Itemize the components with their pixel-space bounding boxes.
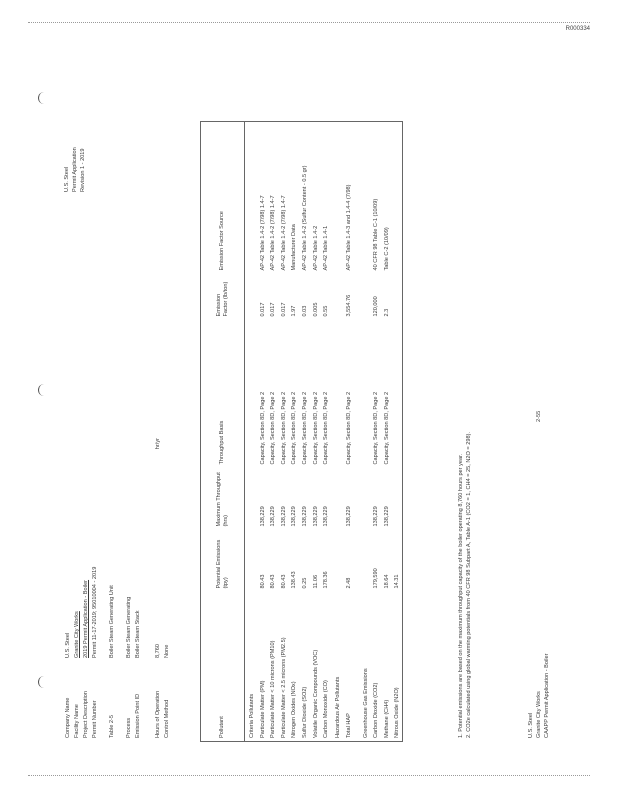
table-cell [359,122,371,274]
table-cell: Capacity, Section 8D, Page 2 [301,391,308,465]
column-header: Emission Factor (lb/ton) [201,274,245,320]
table-cell [245,274,257,320]
table-cell: Particulate Matter (PM) [259,680,266,738]
table-cell: 0.017 [270,302,277,317]
info-row: Facility Name Granite City Works [74,611,80,738]
table-group-row [245,122,257,742]
table-cell [359,320,371,468]
bottom-dotted-rule [28,775,590,776]
table-cell [392,320,403,468]
table-cell [331,468,343,530]
table-cell: Methane (CH4) [383,699,390,738]
note: 2. CO2e calculated using global warming potentials from 40 CFR 98 Subpart A, Table A-1 (CO2 = 1, CH4 = 25, N2O = 298). [466,431,472,738]
table-cell: 0.25 [301,577,308,589]
punch-hole-mark [38,92,49,104]
table-cell: AP-42 Table 1.4-2 (7/98) 1.4-7 [270,195,277,271]
table-cell: 138,229 [312,506,319,527]
table-cell [392,274,403,320]
note: 1. Potential emissions are based on the maximum throughput capacity of the boiler operating 8,760 hours per year. [458,453,464,738]
table-cell: 80.43 [280,574,287,589]
table-cell: Carbon Monoxide (CO) [323,680,330,738]
table-cell: Capacity, Section 8D, Page 2 [280,391,287,465]
table-cell: 0.017 [259,302,266,317]
table-row [371,122,382,742]
table-cell: Manufacturer Data [291,224,298,271]
table-cell: Criteria Pollutants [249,693,255,738]
table-cell: 2.3 [383,308,390,317]
table-cell [245,468,257,530]
table-row [310,122,321,742]
table-cell: Nitrogen Oxides (NOx) [291,681,298,738]
table-cell [392,122,403,274]
table-row [299,122,310,742]
table-cell: Capacity, Section 8D, Page 2 [345,391,352,465]
table-group-row [331,122,343,742]
rotated-page [60,62,590,752]
table-cell: 120,000 [373,296,380,317]
table-cell: 138,229 [373,506,380,527]
table-cell: Particulate Matter < 2.5 microns (PM2.5) [280,637,287,738]
table-cell: 80.43 [259,574,266,589]
table-cell [245,530,257,592]
info-row: Permit Number Permit 11-17-2019; 95010004 - 2019 [92,566,98,738]
table-cell [359,274,371,320]
column-header: Potential Emissions (tpy) [201,530,245,592]
page-number: 2-55 [536,410,542,422]
table-header-row [201,122,245,742]
table-cell: Greenhouse Gas Emissions [362,668,369,738]
table-row [257,122,268,742]
info-row: Hours of Operation 8,760 hr/yr [155,438,161,738]
table-cell: AP-42 Table 1.4-1 [323,225,330,271]
table-cell: AP-42 Table 1.4-2 (7/98) 1.4-7 [259,195,266,271]
table-cell: 178.36 [323,571,330,589]
table-cell: 1.97 [291,305,298,317]
table-cell: Hazardous Air Pollutants [335,676,342,738]
column-header: Maximum Throughput (hrs) [201,468,245,530]
table-cell: AP-42 Table 1.4-2 (7/98) 1.4-7 [280,195,287,271]
table-cell [245,122,257,274]
column-header: Emission Factor Source [201,122,245,274]
table-cell: Total HAP [345,713,352,738]
table-cell: 138,229 [270,506,277,527]
table-cell: Volatile Organic Compounds (VOC) [312,649,319,738]
table-cell: 0.017 [280,302,287,317]
table-cell [331,530,343,592]
table-cell: 0.03 [301,305,308,317]
table-cell: Capacity, Section 8D, Page 2 [270,391,277,465]
table-cell: 11.06 [312,574,319,589]
table-cell [331,320,343,468]
table-cell: 0.55 [323,305,330,317]
facility-info [64,438,172,738]
table-cell: Table C-2 (10/09) [383,227,390,271]
table-row [321,122,332,742]
info-row: Table 2-5 Boiler Steam Generating Unit [109,585,115,738]
table-cell [245,320,257,468]
table-cell: AP-42 Table 1.4-2 [312,225,319,271]
table-cell: 138,229 [323,506,330,527]
table-group-row [359,122,371,742]
info-row: Company Name U.S. Steel [65,632,71,738]
table-cell: 14.31 [394,574,400,589]
table-cell: 18.64 [383,574,390,589]
punch-hole-mark [38,676,49,688]
table-cell: 138,229 [301,506,308,527]
table-cell: AP-42 Table 1.4-3 and 1.4-4 (7/98) [345,184,352,271]
table-cell: 2.48 [345,577,352,589]
table-cell: 3,554.76 [345,294,352,317]
table-cell [359,530,371,592]
info-row: Project Description 2019 Permit Application - Boiler [83,579,89,738]
table-row [381,122,392,742]
table-row [392,122,403,742]
table-cell: AP-42 Table 1.4-2 (Sulfur Content - 0.5 gr) [301,165,308,271]
table-cell [392,468,403,530]
table-cell: 138,229 [280,506,287,527]
header-right-block: U.S. Steel Permit Application Revision 1 - 2019 [64,147,86,192]
table-cell [359,468,371,530]
table-cell: Capacity, Section 8D, Page 2 [383,391,390,465]
table-cell [331,274,343,320]
table-cell: Particulate Matter < 10 microns (PM10) [270,640,277,738]
table-cell: Capacity, Section 8D, Page 2 [259,391,266,465]
table-notes [458,138,474,738]
table-cell: Capacity, Section 8D, Page 2 [373,391,380,465]
table-cell: Capacity, Section 8D, Page 2 [323,391,330,465]
table-cell: 138,229 [259,506,266,527]
emissions-table [200,121,403,742]
table-cell: 179,590 [373,568,380,589]
table-cell: Sulfur Dioxide (SO2) [301,686,308,738]
table-cell: Capacity, Section 8D, Page 2 [291,391,298,465]
table-row [278,122,289,742]
table-cell: 40 CFR 98 Table C-1 (10/09) [373,198,380,271]
table-row [289,122,300,742]
table-cell: Nitrous Oxide (N2O) [394,687,400,738]
column-header: Pollutant [201,592,245,742]
document-id: R000334 [565,26,590,32]
punch-hole-mark [38,384,49,396]
table-cell [331,122,343,274]
table-cell: 138.43 [291,571,298,589]
footer-left: U.S. Steel Granite City Works CAAPP Permit Application - Boiler [528,653,550,738]
column-header: Throughput Basis [201,320,245,468]
table-row [343,122,354,742]
info-row: Process Boiler Steam Generating [126,596,132,738]
table-cell: 138,229 [291,506,298,527]
table-cell: 138,229 [383,506,390,527]
info-row: Control Method None [164,644,170,738]
table-cell: Carbon Dioxide (CO2) [373,682,380,738]
table-cell: 138,229 [345,506,352,527]
info-row: Emission Point ID Boiler Steam Stack [135,610,141,738]
table-cell: Capacity, Section 8D, Page 2 [312,391,319,465]
top-dotted-rule [28,22,590,23]
table-cell: 0.005 [312,302,319,317]
table-body [245,122,403,742]
table-row [268,122,279,742]
table-cell: 80.43 [270,574,277,589]
